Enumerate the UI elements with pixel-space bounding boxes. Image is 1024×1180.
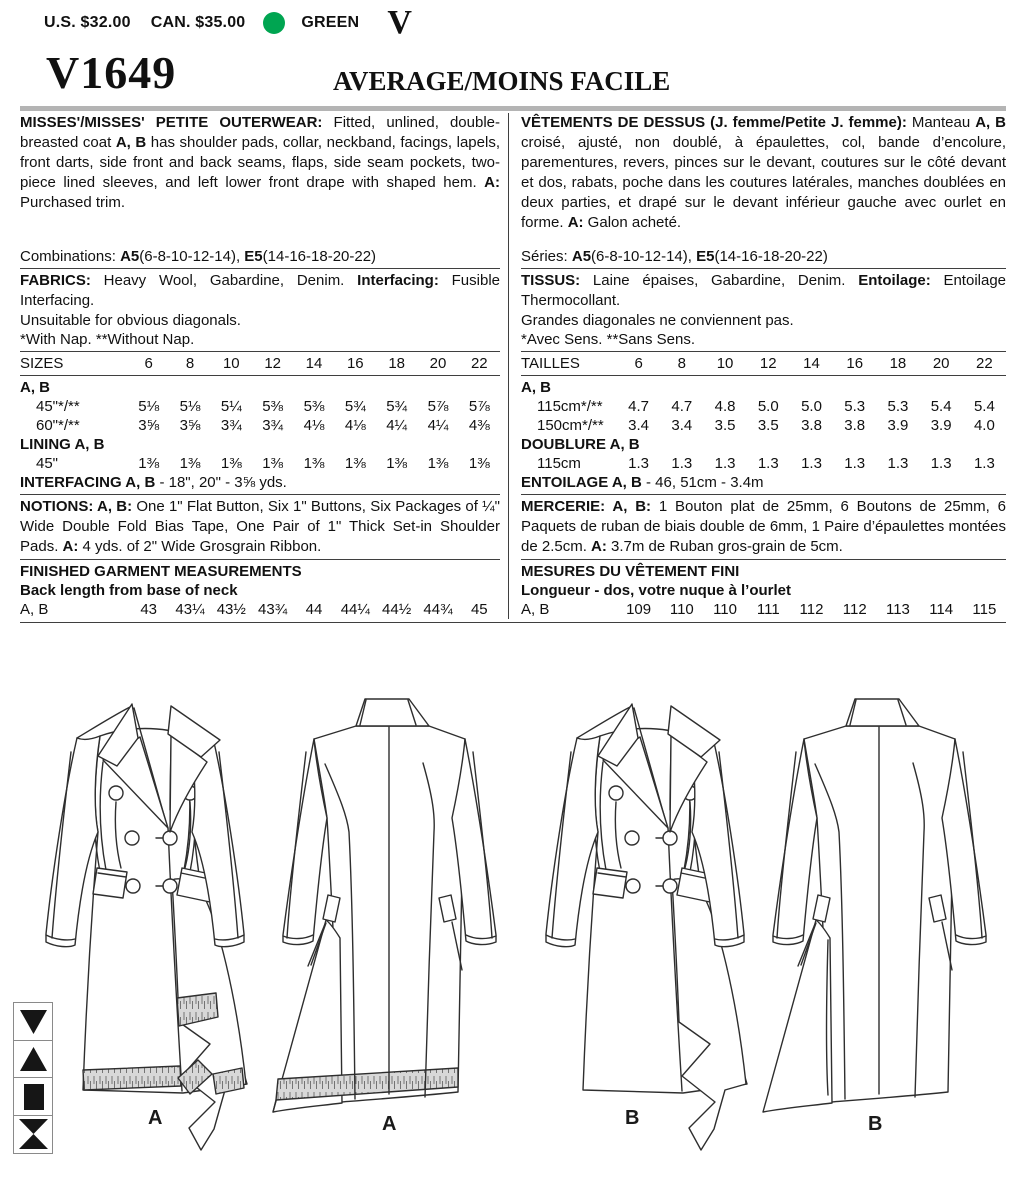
pattern-number: V1649 (46, 47, 177, 98)
yardage-row-45 (20, 397, 500, 416)
divider (521, 559, 1006, 560)
yardage-values (128, 397, 500, 416)
size-value: 6 (634, 355, 643, 372)
yardage-value: 3.4 (671, 417, 693, 434)
yardage-value: 1.3 (714, 455, 736, 472)
finished-value: 109 (626, 601, 652, 618)
price-us: U.S. $32.00 (44, 14, 131, 31)
finished-value: 43¼ (175, 601, 205, 618)
yardage-values (617, 397, 1006, 416)
figure-coat-a-back (270, 690, 520, 1160)
color-dot-icon (263, 12, 285, 34)
finished-value: 45 (470, 601, 488, 618)
size-value: 6 (144, 355, 153, 372)
sizes-values (128, 354, 500, 373)
finished-value: 113 (885, 601, 910, 618)
notions-line-fr: MERCERIE: A, B: 1 Bouton plat de 25mm, 6 Boutons de 25mm, 6 Paquets de ruban de biais double de 6mm, 1 Paire d’épaulettes montées de 2.5cm. A: 3.7m de Ruban gros-grain de 5cm. (521, 498, 1006, 555)
size-value: 20 (429, 355, 447, 372)
finished-value: 43½ (216, 601, 246, 618)
info-columns (20, 113, 1006, 623)
symbol-hourglass-icon (13, 1115, 53, 1154)
yardage-value: 1⅜ (468, 455, 490, 472)
nap-note-en: *With Nap. **Without Nap. (20, 331, 195, 348)
symbol-square-icon (13, 1077, 53, 1116)
diagonals-note-en: Unsuitable for obvious diagonals. (20, 312, 241, 329)
views-label-en: A, B (20, 379, 50, 396)
yardage-value: 1⅜ (220, 455, 242, 472)
cutting-line-symbols (13, 1002, 53, 1154)
yardage-value: 4.0 (973, 417, 995, 434)
yardage-value: 1.3 (844, 455, 866, 472)
divider (20, 559, 500, 560)
size-value: 16 (346, 355, 364, 372)
finished-value: 44¼ (340, 601, 370, 618)
combinations-line-en: Combinations: A5(6-8-10-12-14), E5(14-16-18-20-22) (20, 248, 377, 265)
yardage-value: 1⅜ (179, 455, 201, 472)
finished-value: 114 (929, 601, 954, 618)
yardage-value: 5.3 (887, 398, 909, 415)
yardage-values (128, 416, 500, 435)
sizes-label: SIZES (20, 355, 64, 372)
finished-value: 43¾ (258, 601, 288, 618)
yardage-value: 3⅝ (179, 417, 201, 434)
yardage-value: 1⅜ (427, 455, 449, 472)
view-label-b: B (625, 1107, 640, 1129)
yardage-value: 4¼ (386, 417, 408, 434)
garment-description-en: MISSES'/MISSES' PETITE OUTERWEAR: Fitted, unlined, double-breasted coat A, B has shoulder pads, collar, neckband, facings, lapels, front darts, side front and back seams, flaps, side seam pockets, two-piece lined sleeves, and left lower front drape with shaped hem. A: Purchased trim. (20, 114, 500, 211)
size-value: 12 (264, 355, 281, 372)
sizes-header-row-en (20, 354, 500, 373)
fabric-width-label: 115cm*/** (537, 398, 603, 415)
divider (521, 268, 1006, 269)
french-column (508, 113, 1006, 619)
finished-row-fr (521, 600, 1006, 619)
finished-title-en: FINISHED GARMENT MEASUREMENTS (20, 563, 302, 580)
lining-row-en (20, 454, 500, 473)
symbol-triangle-up-icon (13, 1040, 53, 1079)
price-can: CAN. $35.00 (150, 14, 246, 31)
yardage-value: 1.3 (887, 455, 909, 472)
finished-value: 110 (669, 601, 694, 618)
yardage-value: 3.8 (801, 417, 822, 434)
yardage-value: 3.9 (930, 417, 952, 434)
size-value: 18 (889, 355, 907, 372)
finished-value: 115 (972, 601, 997, 618)
yardage-values (617, 416, 1006, 435)
combinations-line-fr: Séries: A5(6-8-10-12-14), E5(14-16-18-20-22) (521, 248, 828, 265)
finished-value: 110 (713, 601, 737, 618)
size-value: 22 (976, 355, 993, 372)
yardage-value: 4⅛ (344, 417, 366, 434)
divider (521, 494, 1006, 495)
finished-value: 112 (799, 601, 824, 618)
sizes-header-row-fr (521, 354, 1006, 373)
size-value: 14 (305, 355, 323, 372)
finished-value: 44¾ (423, 601, 453, 618)
view-label-a: A (148, 1107, 163, 1129)
size-value: 22 (470, 355, 488, 372)
yardage-value: 1⅜ (262, 455, 284, 472)
finished-values (128, 600, 500, 619)
finished-row-en (20, 600, 500, 619)
yardage-value: 3.4 (628, 417, 650, 434)
yardage-value: 5⅞ (427, 398, 449, 415)
difficulty-label: AVERAGE/MOINS FACILE (333, 66, 671, 96)
price-row (44, 4, 413, 41)
yardage-value: 4⅛ (303, 417, 325, 434)
yardage-values (128, 454, 500, 473)
yardage-value: 1.3 (973, 455, 995, 472)
yardage-value: 3¾ (262, 417, 284, 434)
finished-value: 44½ (382, 601, 412, 618)
lining-row-fr (521, 454, 1006, 473)
finished-subtitle-en: Back length from base of neck (20, 582, 238, 599)
fabrics-line-fr: TISSUS: Laine épaises, Gabardine, Denim. Entoilage: Entoilage Thermocollant. (521, 272, 1007, 309)
size-value: 20 (932, 355, 950, 372)
yardage-value: 5⅜ (262, 398, 284, 415)
yardage-row-115 (521, 397, 1006, 416)
yardage-value: 4.7 (671, 398, 693, 415)
yardage-value: 5¼ (220, 398, 242, 415)
fabric-width-label: 150cm*/** (537, 417, 604, 434)
yardage-row-60 (20, 416, 500, 435)
yardage-value: 4¼ (427, 417, 449, 434)
figure-coat-a-front (20, 690, 270, 1160)
yardage-value: 5⅞ (468, 398, 490, 415)
color-name-label: GREEN (301, 14, 360, 31)
yardage-value: 5.3 (844, 398, 866, 415)
size-value: 10 (716, 355, 734, 372)
yardage-value: 1.3 (628, 455, 650, 472)
yardage-value: 5.0 (757, 398, 779, 415)
finished-subtitle-fr: Longueur - dos, votre nuque à l’ourlet (521, 582, 792, 599)
yardage-value: 4.7 (628, 398, 650, 415)
yardage-value: 3.5 (714, 417, 736, 434)
yardage-value: 5.4 (973, 398, 995, 415)
yardage-values (617, 454, 1006, 473)
yardage-value: 1.3 (671, 455, 693, 472)
yardage-value: 4.8 (714, 398, 736, 415)
symbol-triangle-down-icon (13, 1002, 53, 1041)
yardage-value: 1.3 (930, 455, 952, 472)
fabrics-line-en: FABRICS: Heavy Wool, Gabardine, Denim. Interfacing: Fusible Interfacing. (20, 272, 500, 309)
lining-label-en: LINING A, B (20, 436, 105, 453)
yardage-value: 1.3 (757, 455, 779, 472)
finished-title-fr: MESURES DU VÊTEMENT FINI (521, 563, 740, 580)
size-value: 8 (677, 355, 686, 372)
yardage-value: 5¾ (386, 398, 408, 415)
interfacing-line-en: INTERFACING A, B - 18", 20" - 3⅝ yds. (20, 474, 287, 491)
fabric-width-label: 45" (36, 455, 59, 472)
divider (20, 351, 500, 352)
finished-value: 44 (305, 601, 323, 618)
size-value: 8 (185, 355, 195, 372)
garment-description-fr: VÊTEMENTS DE DESSUS (J. femme/Petite J. femme): Manteau A, B croisé, ajusté, non doublé, à épaulettes, col, bande d’encolure, parementures, revers, pinces sur le devant, coutures sur le côté devant et dos, rabats, poche dans les coutures latérales, manches doublées en deux parties, et drapé sur le devant inférieur gauche avec ourlet en forme. A: Galon acheté. (521, 114, 1006, 231)
yardage-value: 5⅜ (303, 398, 325, 415)
figure-coat-b-back (760, 690, 1010, 1160)
interfacing-line-fr: ENTOILAGE A, B - 46, 51cm - 3.4m (521, 474, 764, 491)
views-label: A, B (521, 601, 550, 618)
yardage-value: 1⅜ (386, 455, 408, 472)
divider (521, 351, 1006, 352)
vogue-v-logo: V (387, 4, 413, 41)
yardage-value: 5.4 (930, 398, 952, 415)
size-value: 10 (222, 355, 240, 372)
yardage-value: 5⅛ (179, 398, 201, 415)
yardage-value: 1⅜ (303, 455, 325, 472)
size-value: 18 (388, 355, 405, 372)
yardage-value: 5¾ (344, 398, 366, 415)
diagonals-note-fr: Grandes diagonales ne conviennent pas. (521, 312, 794, 329)
size-value: 12 (759, 355, 777, 372)
yardage-value: 3.9 (887, 417, 909, 434)
sizes-values (617, 354, 1006, 373)
yardage-value: 1.3 (801, 455, 822, 472)
yardage-value: 4⅜ (468, 417, 490, 434)
fabric-width-label: 115cm (537, 455, 581, 472)
view-label-b: B (868, 1113, 883, 1135)
size-value: 16 (846, 355, 864, 372)
finished-values (617, 600, 1006, 619)
fabric-width-label: 60"*/** (36, 417, 80, 434)
yardage-value: 3⅝ (138, 417, 160, 434)
divider (20, 375, 500, 376)
divider (521, 375, 1006, 376)
nap-note-fr: *Avec Sens. **Sans Sens. (521, 331, 695, 348)
divider (20, 268, 500, 269)
fabric-width-label: 45"*/** (36, 398, 80, 415)
yardage-value: 5.0 (801, 398, 822, 415)
yardage-value: 1⅜ (344, 455, 366, 472)
yardage-value: 3.8 (844, 417, 866, 434)
finished-value: 43 (140, 601, 157, 618)
notions-line-en: NOTIONS: A, B: One 1" Flat Button, Six 1" Buttons, Six Packages of ¼" Wide Double Fold Bias Tape, One Pair of 1" Thick Set-in Shoulder Pads. A: 4 yds. of 2" Wide Grosgrain Ribbon. (20, 498, 501, 555)
sizes-label: TAILLES (521, 355, 580, 372)
figure-coat-b-front (520, 690, 770, 1160)
yardage-value: 3¾ (220, 417, 242, 434)
english-column (20, 113, 508, 619)
yardage-value: 5⅛ (138, 398, 160, 415)
lining-label-fr: DOUBLURE A, B (521, 436, 640, 453)
finished-value: 112 (842, 601, 867, 618)
yardage-row-150 (521, 416, 1006, 435)
views-label: A, B (20, 601, 49, 618)
views-label-fr: A, B (521, 379, 551, 396)
header-divider-bar (20, 106, 1006, 111)
finished-value: 111 (756, 601, 780, 618)
divider (20, 494, 500, 495)
view-label-a: A (382, 1113, 397, 1135)
yardage-value: 1⅜ (138, 455, 160, 472)
yardage-value: 3.5 (757, 417, 779, 434)
size-value: 14 (803, 355, 820, 372)
